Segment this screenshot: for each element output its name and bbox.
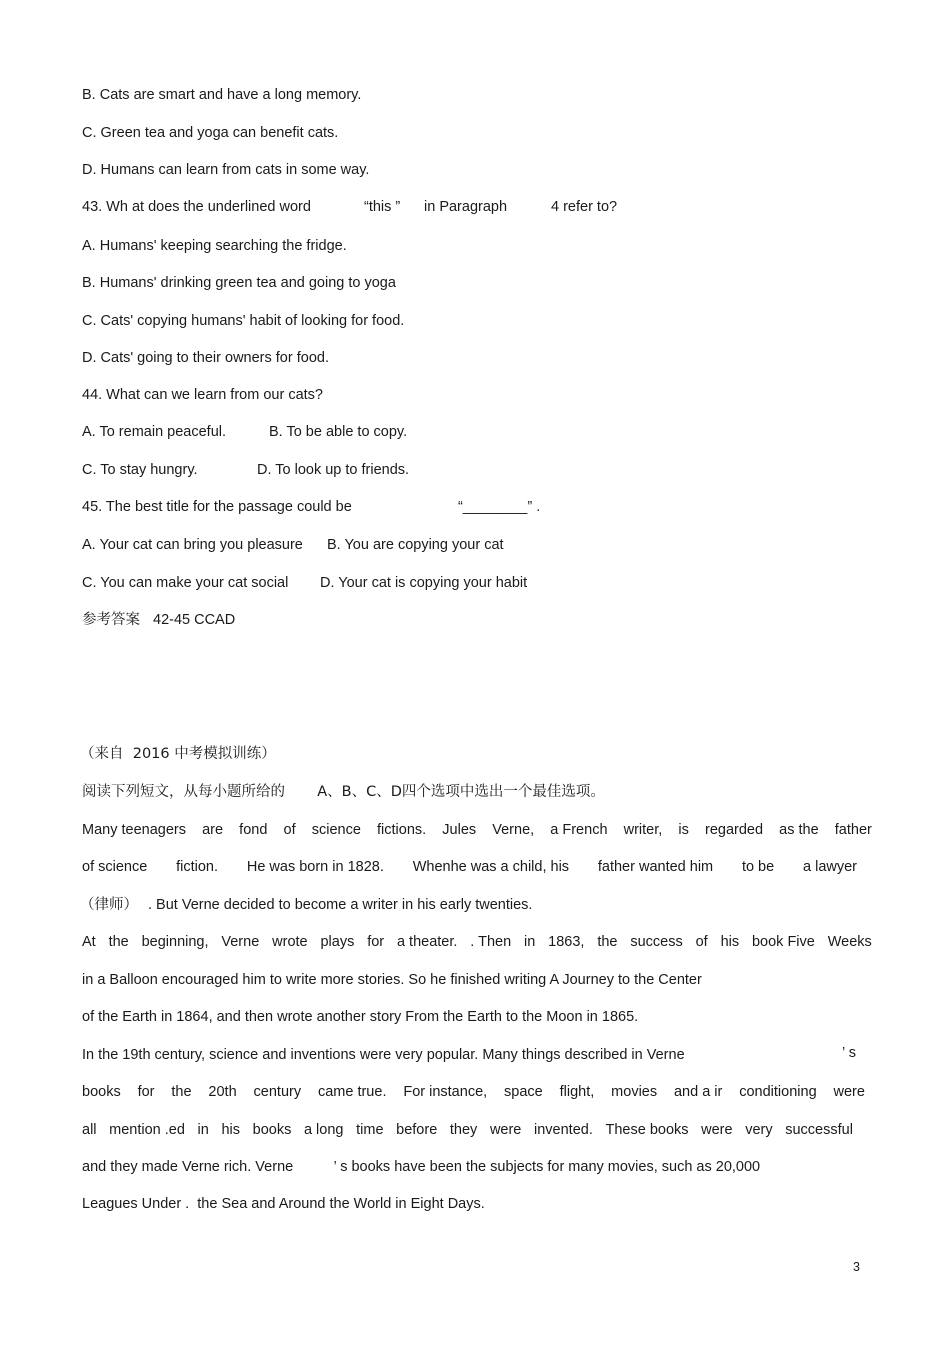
q43-stem: 43. Wh at does the underlined word xyxy=(82,199,311,215)
word: a French xyxy=(550,822,608,838)
passage-line-3: . But Verne decided to become a writer in his early twenties. xyxy=(148,897,533,913)
word: movies xyxy=(611,1084,658,1100)
word: they xyxy=(449,1122,478,1138)
q45-option-d: D. Your cat is copying your habit xyxy=(320,575,528,591)
word: writer, xyxy=(623,822,663,838)
word: conditioning xyxy=(739,1084,817,1100)
word: father xyxy=(834,822,872,838)
word: are xyxy=(202,822,224,838)
reading-instruction: 阅读下列短文，从每小题所给的 A、B、C、D四个选项中选出一个最佳选项。 xyxy=(82,784,605,800)
q42-option-d: D. Humans can learn from cats in some way. xyxy=(82,162,370,178)
word: his xyxy=(221,1122,241,1138)
word: his xyxy=(720,934,740,950)
passage-line-9 xyxy=(82,1121,853,1139)
q45-option-c: C. You can make your cat social xyxy=(82,575,289,591)
q43-option-d: D. Cats' going to their owners for food. xyxy=(82,350,329,366)
word: beginning, xyxy=(141,934,209,950)
word: very xyxy=(745,1122,773,1138)
page-number: 3 xyxy=(853,1260,860,1274)
q44-option-a: A. To remain peaceful. xyxy=(82,424,227,440)
word: Whenhe was a child, his xyxy=(412,859,570,875)
word: in xyxy=(197,1122,209,1138)
q42-option-b: B. Cats are smart and have a long memory. xyxy=(82,87,362,103)
word: is xyxy=(678,822,689,838)
word: for xyxy=(137,1084,155,1100)
word: and a ir xyxy=(673,1084,723,1100)
word: 20th xyxy=(208,1084,237,1100)
word: These books xyxy=(605,1122,689,1138)
word: a lawyer xyxy=(803,859,857,875)
q44-stem: 44. What can we learn from our cats? xyxy=(82,387,323,403)
word: century xyxy=(253,1084,302,1100)
word: At xyxy=(82,934,96,950)
passage-line-4 xyxy=(82,933,872,951)
word: 1863, xyxy=(548,934,585,950)
word: fond xyxy=(239,822,268,838)
word: fictions. xyxy=(377,822,427,838)
passage-line-1 xyxy=(82,821,872,839)
q43-option-a: A. Humans' keeping searching the fridge. xyxy=(82,238,347,254)
q43-option-c: C. Cats' copying humans' habit of looking for food. xyxy=(82,313,405,329)
word: space xyxy=(504,1084,543,1100)
word: all xyxy=(82,1122,97,1138)
word: father wanted him xyxy=(597,859,714,875)
word: successful xyxy=(785,1122,853,1138)
q43-stem-c: 4 refer to? xyxy=(551,199,618,215)
word: of xyxy=(283,822,296,838)
passage-line-7-end: ’ s xyxy=(842,1045,856,1061)
word: flight, xyxy=(559,1084,595,1100)
q45-blank: “________” . xyxy=(458,499,541,515)
word: success xyxy=(630,934,683,950)
word: for xyxy=(367,934,385,950)
word: plays xyxy=(320,934,355,950)
word: a long xyxy=(303,1122,344,1138)
answer-label: 参考答案 xyxy=(82,612,140,628)
q45-option-a: A. Your cat can bring you pleasure xyxy=(82,537,303,553)
word: . Then xyxy=(470,934,512,950)
word: book Five xyxy=(751,934,815,950)
q43-quote: “this ” xyxy=(364,199,401,215)
word: to be xyxy=(741,859,775,875)
word: fiction. xyxy=(176,859,219,875)
word: in xyxy=(524,934,536,950)
word: Many teenagers xyxy=(82,822,186,838)
word: of science xyxy=(82,859,148,875)
q45-option-b: B. You are copying your cat xyxy=(327,537,504,553)
word: He was born in 1828. xyxy=(246,859,384,875)
word: of xyxy=(695,934,708,950)
word: books xyxy=(82,1084,121,1100)
word: books xyxy=(252,1122,292,1138)
q42-option-c: C. Green tea and yoga can benefit cats. xyxy=(82,125,339,141)
word: were xyxy=(833,1084,865,1100)
q44-option-b: B. To be able to copy. xyxy=(269,424,408,440)
q43-option-b: B. Humans' drinking green tea and going to yoga xyxy=(82,275,396,291)
passage-line-10: and they made Verne rich. Verne ’ s books have been the subjects for many movies, such as 20,000 xyxy=(82,1159,761,1175)
passage-line-7: In the 19th century, science and inventions were very popular. Many things described in Verne xyxy=(82,1047,685,1063)
q44-option-c: C. To stay hungry. xyxy=(82,462,198,478)
word: as the xyxy=(779,822,819,838)
word: were xyxy=(701,1122,733,1138)
word: the xyxy=(171,1084,192,1100)
word: the xyxy=(597,934,618,950)
word: Weeks xyxy=(827,934,872,950)
passage-line-5: in a Balloon encouraged him to write more stories. So he finished writing A Journey to the Center xyxy=(82,972,702,988)
word: came true. xyxy=(317,1084,387,1100)
word: Verne, xyxy=(492,822,535,838)
word: time xyxy=(356,1122,384,1138)
word: invented. xyxy=(534,1122,593,1138)
word: regarded xyxy=(705,822,764,838)
word: a theater. xyxy=(396,934,458,950)
q44-option-d: D. To look up to friends. xyxy=(257,462,410,478)
word: wrote xyxy=(272,934,308,950)
word: Jules xyxy=(442,822,477,838)
word: science xyxy=(311,822,361,838)
word: mention .ed xyxy=(109,1122,185,1138)
q43-stem-b: in Paragraph xyxy=(424,199,508,215)
passage-line-6: of the Earth in 1864, and then wrote another story From the Earth to the Moon in 1865. xyxy=(82,1009,639,1025)
q45-stem: 45. The best title for the passage could be xyxy=(82,499,352,515)
passage-line-2 xyxy=(82,858,857,876)
source-note: （来自 2016 中考模拟训练） xyxy=(80,746,276,762)
word: the xyxy=(108,934,129,950)
answer-key: 42-45 CCAD xyxy=(153,612,236,628)
passage-line-3-cn: （律师） xyxy=(80,897,138,913)
word: Verne xyxy=(221,934,260,950)
word: before xyxy=(396,1122,438,1138)
word: were xyxy=(489,1122,522,1138)
word: For instance, xyxy=(403,1084,488,1100)
passage-line-11: Leagues Under . the Sea and Around the World in Eight Days. xyxy=(82,1196,485,1212)
passage-line-8 xyxy=(82,1083,865,1101)
